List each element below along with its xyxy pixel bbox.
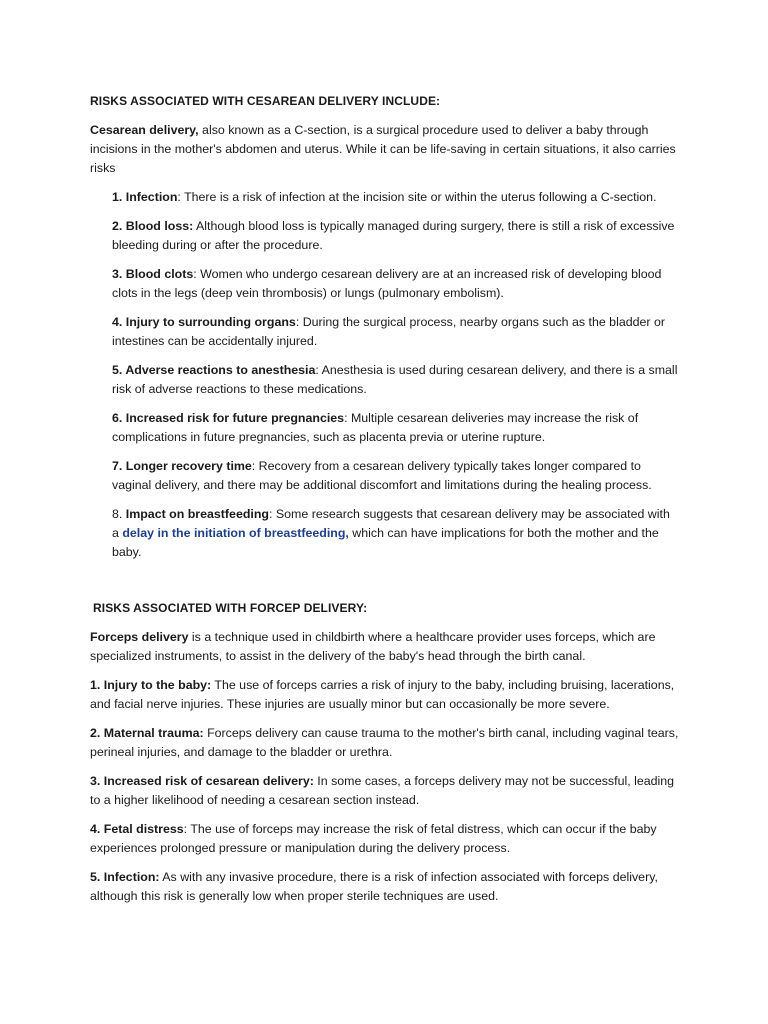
- item-title: 5. Adverse reactions to anesthesia: [112, 363, 316, 377]
- item-text: In some cases, a forceps delivery may not be successful, leading to a higher likelihood of needing a cesarean section instead.: [90, 774, 675, 807]
- list-item: [90, 676, 680, 714]
- item-title: 2. Maternal trauma:: [90, 726, 204, 740]
- item-title: 4. Fetal distress: [90, 822, 184, 836]
- item-text: : Some research suggests that cesarean delivery may be associated with a: [112, 507, 670, 540]
- cesarean-heading: RISKS ASSOCIATED WITH CESAREAN DELIVERY INCLUDE:: [90, 94, 441, 108]
- item-title: 4. Injury to surrounding organs: [112, 315, 296, 329]
- item-title: 2. Blood loss:: [112, 219, 194, 233]
- item-title: Impact on breastfeeding: [125, 507, 269, 521]
- list-item: [112, 188, 680, 207]
- list-item: [90, 724, 680, 762]
- item-text: : Multiple cesarean deliveries may increase the risk of complications in future pregnancies, such as placenta previa or uterine rupture.: [112, 411, 639, 444]
- item-text: The use of forceps carries a risk of injury to the baby, including bruising, lacerations, and facial nerve injuries. These injuries are usually minor but can occasionally be more severe.: [90, 678, 675, 711]
- list-item: [112, 361, 680, 399]
- cesarean-intro-term: Cesarean delivery,: [90, 123, 199, 137]
- list-item: [112, 313, 680, 351]
- list-item: [90, 820, 680, 858]
- item-text: : During the surgical process, nearby organs such as the bladder or intestines can be accidentally injured.: [112, 315, 665, 348]
- item-text: : The use of forceps may increase the risk of fetal distress, which can occur if the baby experiences prolonged pressure or manipulation during the delivery process.: [90, 822, 657, 855]
- list-item: [90, 868, 680, 906]
- list-item: [112, 217, 680, 255]
- item-text: : There is a risk of infection at the incision site or within the uterus following a C-section.: [177, 190, 657, 204]
- cesarean-intro: [90, 121, 680, 178]
- item-title: 3. Blood clots: [112, 267, 194, 281]
- list-item: [112, 457, 680, 495]
- item-text: : Women who undergo cesarean delivery are at an increased risk of developing blood clots in the legs (deep vein thrombosis) or lungs (pulmonary embolism).: [112, 267, 662, 300]
- item-title: 5. Infection:: [90, 870, 160, 884]
- forceps-intro-text: is a technique used in childbirth where a healthcare provider uses forceps, which are specialized instruments, to assist in the delivery of the baby's head through the birth canal.: [90, 630, 656, 663]
- list-item: [112, 265, 680, 303]
- forceps-risk-list: [90, 676, 680, 906]
- item-text: As with any invasive procedure, there is a risk of infection associated with forceps delivery, although this risk is generally low when proper sterile techniques are used.: [90, 870, 658, 903]
- item-title: 3. Increased risk of cesarean delivery:: [90, 774, 314, 788]
- item-text: Although blood loss is typically managed during surgery, there is still a risk of excessive bleeding during or after the procedure.: [112, 219, 675, 252]
- breastfeeding-delay-link[interactable]: delay in the initiation of breastfeeding,: [122, 526, 349, 540]
- section-spacer: [90, 572, 680, 599]
- item-text: Forceps delivery can cause trauma to the mother's birth canal, including vaginal tears, perineal injuries, and damage to the bladder or urethra.: [90, 726, 679, 759]
- item-text: : Recovery from a cesarean delivery typically takes longer compared to vaginal delivery, and there may be additional discomfort and limitations during the healing process.: [112, 459, 652, 492]
- cesarean-risk-list: [90, 188, 680, 562]
- item-text: which can have implications for both the mother and the baby.: [112, 526, 659, 559]
- item-title: 7. Longer recovery time: [112, 459, 252, 473]
- forceps-heading: RISKS ASSOCIATED WITH FORCEP DELIVERY:: [93, 601, 368, 615]
- item-title: 1. Injury to the baby:: [90, 678, 212, 692]
- item-title: 1. Infection: [112, 190, 178, 204]
- forceps-intro: [90, 628, 680, 666]
- forceps-intro-term: Forceps delivery: [90, 630, 189, 644]
- item-text: : Anesthesia is used during cesarean delivery, and there is a small risk of adverse reactions to these medications.: [112, 363, 678, 396]
- list-item: [90, 772, 680, 810]
- cesarean-intro-text: also known as a C-section, is a surgical procedure used to deliver a baby through incisions in the mother's abdomen and uterus. While it can be life-saving in certain situations, it also carries risks: [90, 123, 676, 175]
- list-item: [112, 505, 680, 562]
- list-item: [112, 409, 680, 447]
- item-title: 6. Increased risk for future pregnancies: [112, 411, 345, 425]
- item-number: 8.: [112, 507, 126, 521]
